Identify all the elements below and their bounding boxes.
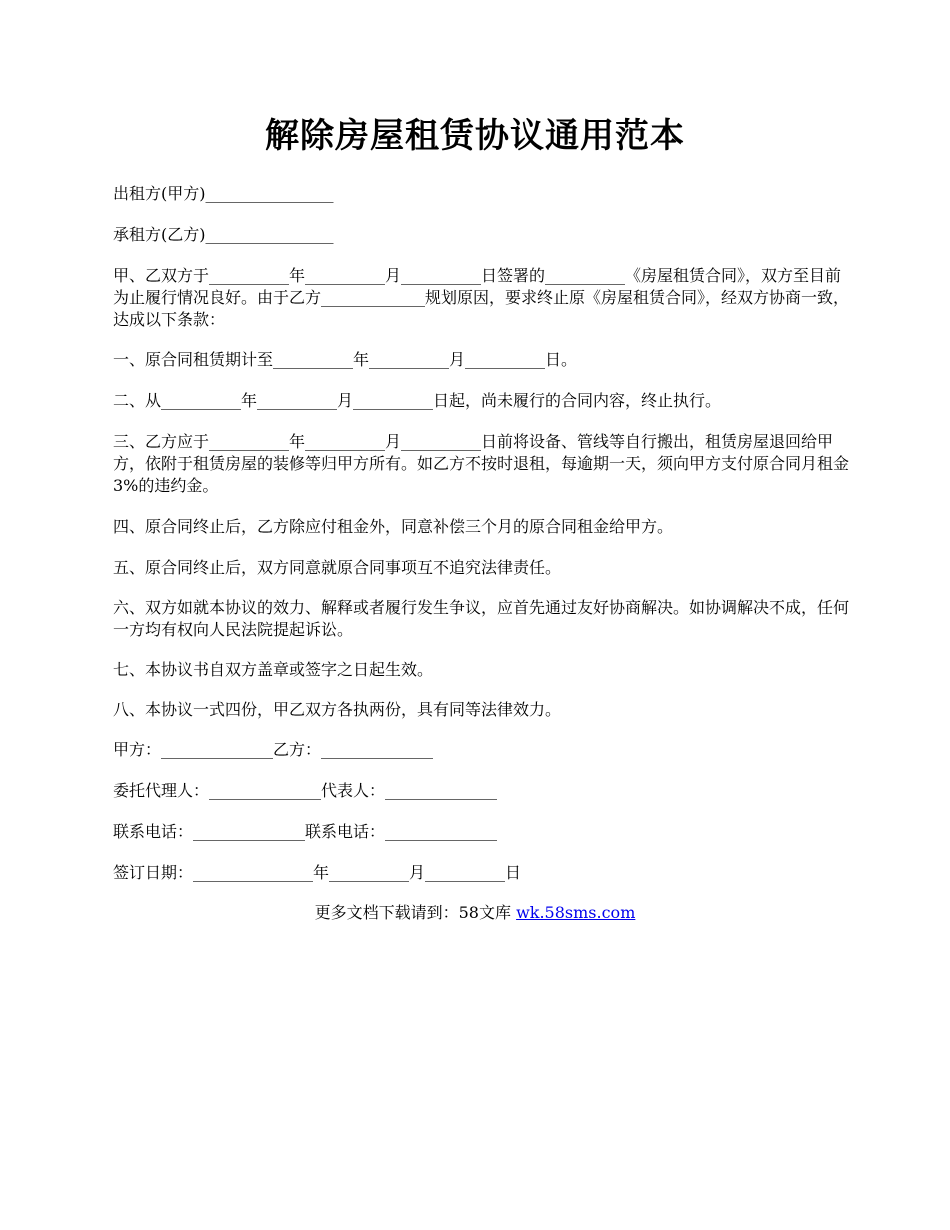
footer-link[interactable]: wk.58sms.com — [516, 903, 636, 922]
document-title: 解除房屋租赁协议通用范本 — [265, 116, 685, 156]
footer-prefix: 更多文档下载请到：58文库 — [314, 903, 517, 922]
paragraph-clause-7: 七、本协议书自双方盖章或签字之日起生效。 — [113, 660, 434, 679]
paragraph-clause-4: 四、原合同终止后，乙方除应付租金外，同意补偿三个月的原合同租金给甲方。 — [113, 517, 674, 536]
paragraph-clause-1: 一、原合同租赁期计至__________年__________月__________日。 — [113, 350, 578, 369]
paragraph-clause-5: 五、原合同终止后，双方同意就原合同事项互不追究法律责任。 — [113, 558, 562, 577]
signature-parties: 甲方：______________乙方：______________ — [113, 740, 434, 759]
signature-date: 签订日期：_______________年__________月__________日 — [113, 863, 522, 882]
paragraph-clause-6: 六、双方如就本协议的效力、解释或者履行发生争议，应首先通过友好协商解决。如协调解决不成，任何一方均有权向人民法院提起诉讼。 — [113, 598, 850, 639]
paragraph-lessor: 出租方(甲方)________________ — [113, 184, 334, 203]
paragraph-clause-8: 八、本协议一式四份，甲乙双方各执两份，具有同等法律效力。 — [113, 700, 562, 719]
signature-agents: 委托代理人：______________代表人：______________ — [113, 781, 498, 800]
paragraph-lessee: 承租方(乙方)________________ — [113, 225, 334, 244]
paragraph-clause-3: 三、乙方应于__________年__________月__________日前将设备、管线等自行搬出，租赁房屋退回给甲方，依附于租赁房屋的装修等归甲方所有。如乙方不按时退租，每逾期一天，须向甲方支付原合同月租金3%的违约金。 — [113, 432, 850, 495]
paragraph-clause-2: 二、从__________年__________月__________日起，尚未履行的合同内容，终止执行。 — [113, 391, 722, 410]
paragraph-preamble: 甲、乙双方于__________年__________月__________日签署的__________《房屋租赁合同》，双方至目前为止履行情况良好。由于乙方_____________规划原因，要求终止原《房屋租赁合同》，经双方协商一致，达成以下条款： — [113, 266, 850, 329]
signature-phones: 联系电话：______________联系电话：______________ — [113, 822, 498, 841]
download-footer — [0, 902, 950, 924]
